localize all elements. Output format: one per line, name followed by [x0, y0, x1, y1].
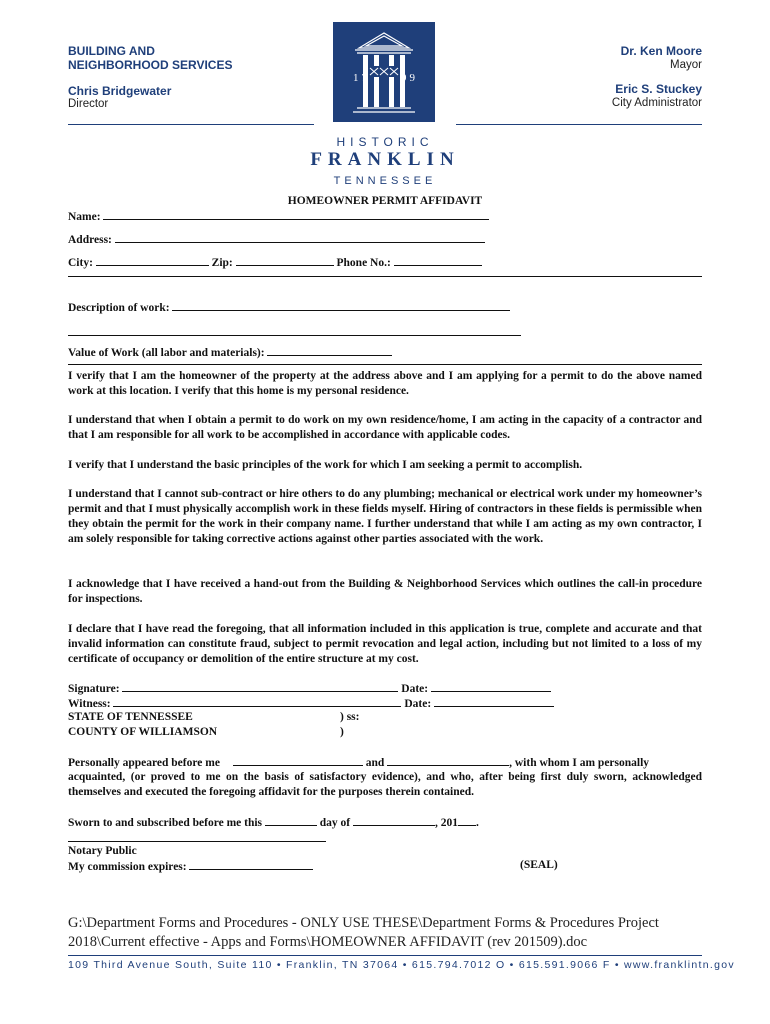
- witness-field[interactable]: [113, 696, 401, 707]
- logo-historic: HISTORIC: [336, 135, 434, 149]
- signature-row: [68, 681, 551, 695]
- commission-label: My commission expires:: [68, 861, 187, 873]
- header-rule-right: [456, 124, 702, 125]
- sworn-month-field[interactable]: [353, 815, 435, 826]
- commission-field[interactable]: [189, 859, 313, 870]
- building-icon: [333, 22, 435, 122]
- form-title: HOMEOWNER PERMIT AFFIDAVIT: [287, 195, 483, 207]
- statement-subcontract: I understand that I cannot sub-contract or hire others to do any plumbing; mechanical or electrical work under my homeowner’s permit and that I must physically accomplish work in these fields myself. Hiring of contractors in these fields is permissible when they obtain the permit for the work in their company name. I further understand that while I am acting as my own contractor, I am solely responsible for taking corrective actions against other parties associated with the work.: [68, 488, 702, 545]
- value-label: Value of Work (all labor and materials):: [68, 347, 265, 359]
- mayor-name: Dr. Ken Moore: [620, 44, 702, 58]
- logo-year-right: 99: [401, 72, 418, 84]
- description-field-line2[interactable]: [68, 335, 521, 336]
- sworn-text-a: Sworn to and subscribed before me this: [68, 817, 263, 829]
- notary-signature-field[interactable]: [68, 841, 326, 842]
- administrator-title: City Administrator: [611, 97, 702, 109]
- signature-field[interactable]: [122, 681, 398, 692]
- director-name: Chris Bridgewater: [68, 84, 172, 98]
- city-logo: [333, 22, 435, 122]
- header-rule-left: [68, 124, 314, 125]
- logo-tennessee: TENNESSEE: [333, 175, 437, 187]
- sworn-text-d: .: [476, 817, 479, 829]
- sworn-text-c: , 201: [435, 817, 459, 829]
- department-name-line1: BUILDING AND: [68, 44, 155, 58]
- description-field[interactable]: [172, 300, 510, 311]
- address-label: Address:: [68, 234, 112, 246]
- officials-header: [452, 44, 702, 110]
- name-row: [68, 209, 489, 223]
- zip-label: Zip:: [211, 257, 233, 269]
- logo-franklin: FRANKLIN: [310, 149, 460, 170]
- statement-homeowner: I verify that I am the homeowner of the property at the address above and I am applying for a permit to do the above named work at this location. I verify that this home is my personal residence.: [68, 370, 702, 397]
- signature-date-field[interactable]: [431, 681, 551, 692]
- statement-contractor: I understand that when I obtain a permit to do work on my own residence/home, I am acting in the capacity of a contractor and that I am responsible for all work to be accomplished in accordance with applicable codes.: [68, 414, 702, 441]
- city-row: [68, 255, 482, 269]
- statement-declaration: I declare that I have read the foregoing, that all information included in this application is true, complete and accurate and that invalid information can constitute fraud, subject to permit revocation and legal action, including but not limited to a loss of my certificate of occupancy or demolition of the entire structure at my cost.: [68, 623, 702, 665]
- appeared-prefix: Personally appeared before me: [68, 757, 220, 769]
- mayor-title: Mayor: [670, 59, 702, 71]
- zip-field[interactable]: [236, 255, 334, 266]
- address-row: [68, 232, 485, 246]
- department-name-line2: NEIGHBORHOOD SERVICES: [68, 58, 233, 72]
- phone-field[interactable]: [394, 255, 482, 266]
- commission-row: [68, 859, 313, 873]
- description-label: Description of work:: [68, 302, 170, 314]
- sworn-day-field[interactable]: [265, 815, 317, 826]
- city-field[interactable]: [96, 255, 209, 266]
- signature-date-label: Date:: [401, 683, 429, 695]
- administrator-name: Eric S. Stuckey: [615, 82, 702, 96]
- address-field[interactable]: [115, 232, 485, 243]
- venue-state: STATE OF TENNESSEE: [68, 711, 193, 723]
- appeared-suffix: , with whom I am personally: [509, 757, 650, 769]
- file-path: G:\Department Forms and Procedures - ONLY USE THESE\Department Forms & Procedures Project 2018\Current effective - Apps and Forms\HOMEOWNER AFFIDAVIT (rev 201509).doc: [68, 915, 659, 950]
- city-label: City:: [68, 257, 93, 269]
- name-field[interactable]: [103, 209, 489, 220]
- appeared-and: and: [365, 757, 385, 769]
- sworn-row: [68, 815, 479, 829]
- sworn-year-field[interactable]: [458, 815, 476, 826]
- section-divider: [68, 364, 702, 365]
- venue-county: COUNTY OF WILLIAMSON: [68, 726, 218, 738]
- witness-label: Witness:: [68, 698, 111, 710]
- statement-principles: I verify that I understand the basic principles of the work for which I am seeking a permit to accomplish.: [68, 459, 583, 471]
- venue-paren: ): [340, 726, 344, 738]
- value-field[interactable]: [267, 345, 392, 356]
- logo-year-left: 17: [353, 72, 370, 84]
- phone-label: Phone No.:: [336, 257, 391, 269]
- appeared-text: acquainted, (or proved to me on the basis of satisfactory evidence), and who, after being first duly sworn, acknowledged themselves and executed the foregoing affidavit for the purposes therein contained.: [68, 771, 702, 798]
- seal-label: (SEAL): [520, 859, 558, 871]
- footer-rule: [68, 955, 702, 956]
- appeared-person2-field[interactable]: [387, 755, 509, 766]
- value-row: [68, 345, 392, 359]
- witness-date-field[interactable]: [434, 696, 554, 707]
- contact-footer: 109 Third Avenue South, Suite 110 • Franklin, TN 37064 • 615.794.7012 O • 615.591.9066 F • www.franklintn.gov: [68, 959, 735, 971]
- director-title: Director: [68, 98, 109, 110]
- venue-ss: ) ss:: [340, 711, 360, 723]
- notary-public-label: Notary Public: [68, 845, 137, 857]
- witness-row: [68, 696, 554, 710]
- sworn-text-b: day of: [319, 817, 351, 829]
- section-divider: [68, 276, 702, 277]
- statement-handout: I acknowledge that I have received a hand-out from the Building & Neighborhood Services which outlines the call-in procedure for inspections.: [68, 578, 702, 605]
- appeared-person1-field[interactable]: [233, 755, 363, 766]
- department-header: [68, 44, 318, 111]
- name-label: Name:: [68, 211, 101, 223]
- signature-label: Signature:: [68, 683, 120, 695]
- witness-date-label: Date:: [404, 698, 432, 710]
- description-row: [68, 300, 510, 314]
- appeared-row: [68, 755, 649, 769]
